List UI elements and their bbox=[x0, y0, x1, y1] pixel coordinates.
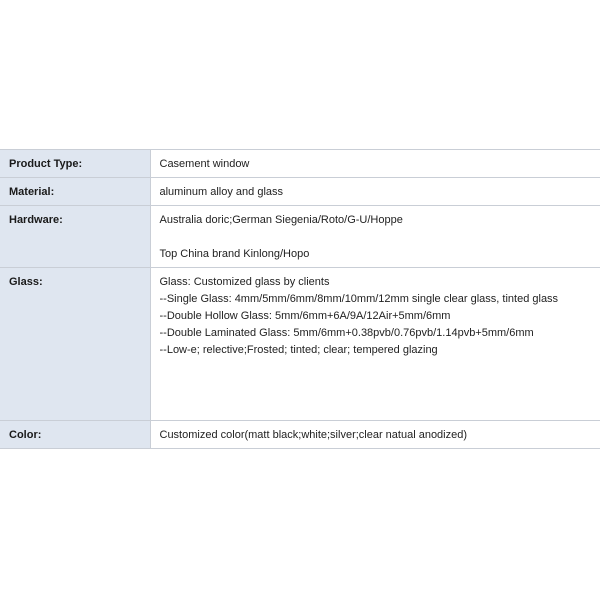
spec-label-product-type: Product Type: bbox=[0, 150, 150, 178]
spec-value-line: Glass: Customized glass by clients bbox=[159, 276, 330, 288]
spec-value-line: aluminum alloy and glass bbox=[159, 186, 284, 198]
spec-value-line: --Low-e; relective;Frosted; tinted; clear; tempered glazing bbox=[159, 344, 438, 356]
spec-value-line: --Double Laminated Glass: 5mm/6mm+0.38pvb/0.76pvb/1.14pvb+5mm/6mm bbox=[159, 327, 534, 339]
spec-value-line: Top China brand Kinlong/Hopo bbox=[159, 248, 310, 260]
spec-value-hardware bbox=[150, 206, 600, 268]
spec-row-material bbox=[0, 178, 600, 206]
spec-label-material: Material: bbox=[0, 178, 150, 206]
spec-label-hardware: Hardware: bbox=[0, 206, 150, 268]
spec-row-hardware bbox=[0, 206, 600, 268]
spec-row-glass bbox=[0, 268, 600, 421]
spec-value-line: --Double Hollow Glass: 5mm/6mm+6A/9A/12Air+5mm/6mm bbox=[159, 310, 451, 322]
spec-label-glass: Glass: bbox=[0, 268, 150, 421]
spec-value-line: Australia doric;German Siegenia/Roto/G-U/Hoppe bbox=[159, 214, 403, 226]
spec-row-product-type bbox=[0, 150, 600, 178]
spec-value-glass bbox=[150, 268, 600, 421]
spec-value-color bbox=[150, 421, 600, 449]
spec-value-spacer bbox=[160, 229, 592, 246]
spec-value-product-type bbox=[150, 150, 600, 178]
spec-value-line: Casement window bbox=[159, 158, 250, 170]
product-spec-table bbox=[0, 149, 600, 449]
spec-label-color: Color: bbox=[0, 421, 150, 449]
spec-value-material bbox=[150, 178, 600, 206]
spec-value-line: Customized color(matt black;white;silver;clear natual anodized) bbox=[159, 429, 468, 441]
spec-row-color bbox=[0, 421, 600, 449]
spec-value-line: --Single Glass: 4mm/5mm/6mm/8mm/10mm/12mm single clear glass, tinted glass bbox=[159, 293, 559, 305]
